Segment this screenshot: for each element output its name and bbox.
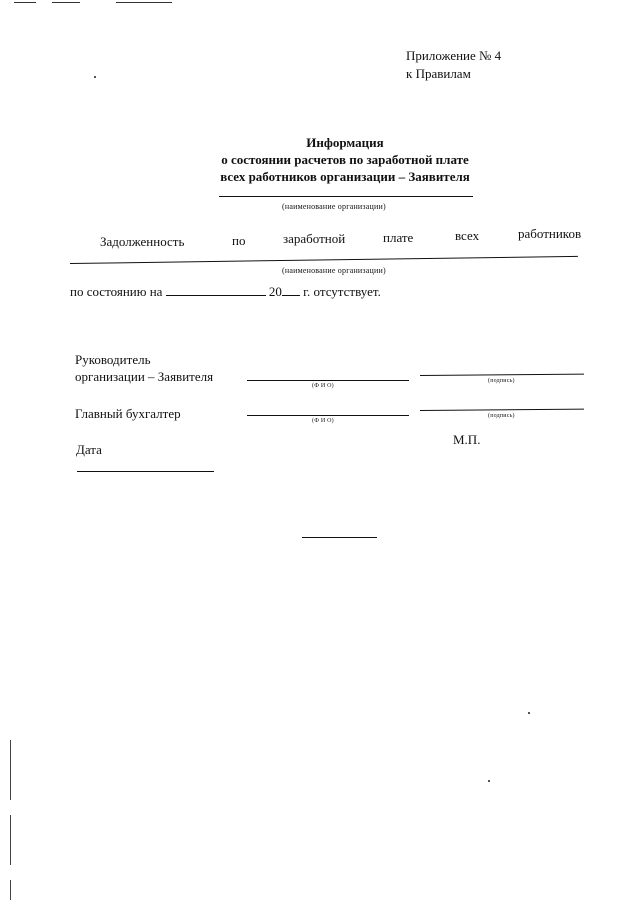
date-label: Дата bbox=[76, 442, 102, 457]
accountant-fio-caption: (Ф И О) bbox=[312, 418, 334, 424]
head-label-line1: Руководитель bbox=[75, 352, 151, 367]
debt-word: заработной bbox=[283, 231, 346, 246]
scan-artifact-line bbox=[116, 2, 172, 3]
status-line bbox=[70, 283, 381, 300]
accountant-label: Главный бухгалтер bbox=[75, 406, 181, 421]
closing-rule bbox=[302, 537, 377, 538]
document-subtitle-line1: о состоянии расчетов по заработной плате bbox=[221, 152, 469, 167]
scan-artifact-dot bbox=[488, 780, 490, 782]
org-name-line-2 bbox=[70, 256, 578, 264]
scan-artifact-line bbox=[14, 2, 36, 3]
head-label-line2: организации – Заявителя bbox=[75, 369, 214, 384]
head-fio-line bbox=[247, 380, 409, 381]
year-blank bbox=[282, 283, 300, 296]
scan-artifact-dot bbox=[528, 712, 530, 714]
appendix-rules-ref: к Правилам bbox=[406, 66, 471, 81]
org-name-caption: (наименование организации) bbox=[282, 202, 386, 211]
appendix-number: Приложение № 4 bbox=[406, 48, 502, 63]
status-year: 20 bbox=[268, 284, 282, 299]
scan-artifact-edge bbox=[10, 815, 11, 865]
head-fio-caption: (Ф И О) bbox=[312, 383, 334, 389]
date-blank bbox=[166, 283, 266, 296]
debt-word: Задолженность bbox=[100, 234, 185, 249]
head-sign-caption: (подпись) bbox=[488, 378, 515, 384]
debt-word: работников bbox=[518, 226, 582, 241]
document-title: Информация bbox=[306, 135, 384, 150]
status-suffix: г. отсутствует. bbox=[303, 284, 381, 299]
accountant-fio-line bbox=[247, 415, 409, 416]
head-sign-line bbox=[420, 374, 584, 376]
accountant-sign-caption: (подпись) bbox=[488, 413, 515, 419]
scan-artifact-dot bbox=[94, 76, 96, 78]
org-name-caption-2: (наименование организации) bbox=[282, 266, 386, 275]
debt-word: по bbox=[232, 233, 246, 248]
date-line bbox=[77, 471, 214, 472]
debt-word: плате bbox=[383, 230, 414, 245]
scan-artifact-edge bbox=[10, 880, 11, 900]
debt-word: всех bbox=[455, 228, 480, 243]
status-prefix: по состоянию на bbox=[70, 284, 163, 299]
accountant-sign-line bbox=[420, 409, 584, 411]
seal-mark: М.П. bbox=[453, 432, 481, 447]
org-name-line bbox=[219, 196, 473, 197]
scan-artifact-line bbox=[52, 2, 80, 3]
document-subtitle-line2: всех работников организации – Заявителя bbox=[220, 169, 470, 184]
scan-artifact-edge bbox=[10, 740, 11, 800]
